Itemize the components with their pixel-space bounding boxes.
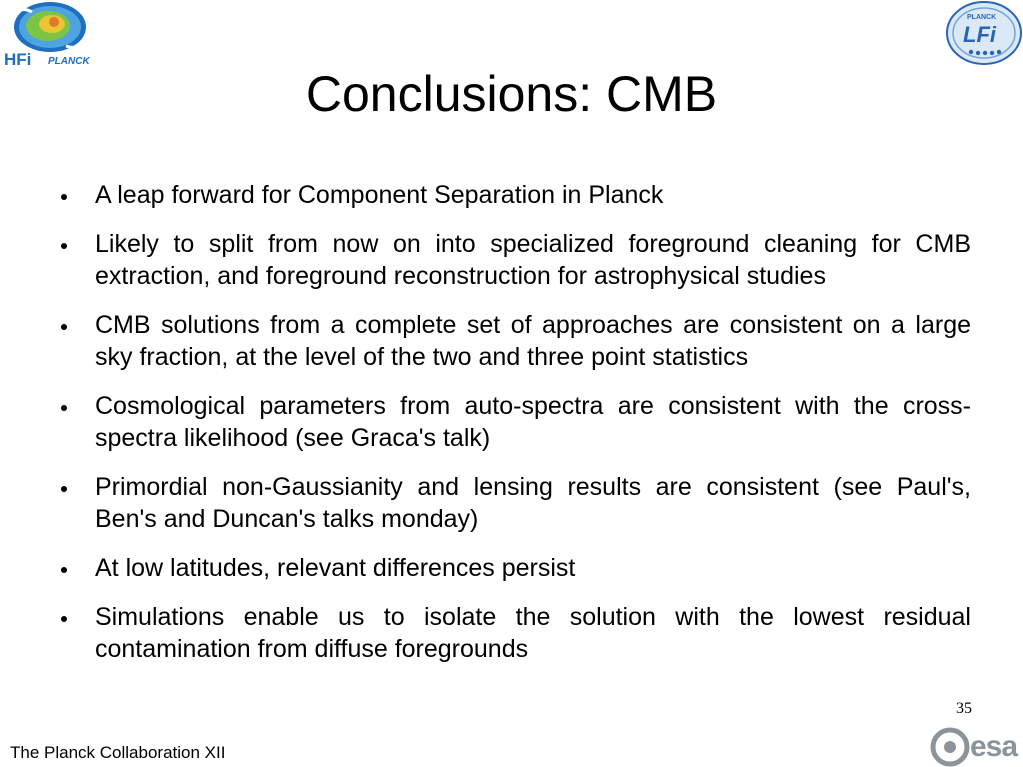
bullet-item [95,552,971,584]
lfi-logo-text: LFi [963,22,996,47]
slide-title: Conclusions: CMB [305,66,718,122]
bullet-dot-icon [61,324,67,330]
esa-logo [930,727,1023,767]
bullet-item [95,390,971,454]
bullet-text: A leap forward for Component Separation in Planck [95,181,664,209]
bullet-text: Simulations enable us to isolate the solution with the lowest residual contamination from diffuse foregrounds [95,603,971,663]
bullet-dot-icon [61,567,67,573]
bullet-dot-icon [61,194,67,200]
hfi-logo-text: HFi [4,50,32,69]
bullet-item [95,471,971,535]
bullet-dot-icon [61,405,67,411]
bullet-list [95,179,971,682]
bullet-text: At low latitudes, relevant differences persist [95,554,576,582]
bullet-dot-icon [61,486,67,492]
bullet-item [95,228,971,292]
bullet-dot-icon [61,243,67,249]
hfi-logo-subtext: PLANCK [48,56,90,67]
bullet-text: Likely to split from now on into specialized foreground cleaning for CMB extraction, and foreground reconstruction for astrophysical studies [95,230,971,290]
lfi-logo-top-text: PLANCK [967,14,997,21]
bullet-dot-icon [61,616,67,622]
esa-logo-text: esa [970,730,1018,763]
bullet-item [95,601,971,665]
bullet-item [95,179,971,211]
lfi-planck-logo [945,0,1023,66]
bullet-text: Cosmological parameters from auto-spectra are consistent with the cross-spectra likelihood (see Graca's talk) [95,392,971,452]
footer-text: The Planck Collaboration XII [10,743,226,762]
bullet-item [95,309,971,373]
bullet-text: Primordial non-Gaussianity and lensing results are consistent (see Paul's, Ben's and Duncan's talks monday) [95,473,971,533]
page-number: 35 [956,700,972,717]
bullet-text: CMB solutions from a complete set of approaches are consistent on a large sky fraction, at the level of the two and three point statistics [95,311,971,371]
